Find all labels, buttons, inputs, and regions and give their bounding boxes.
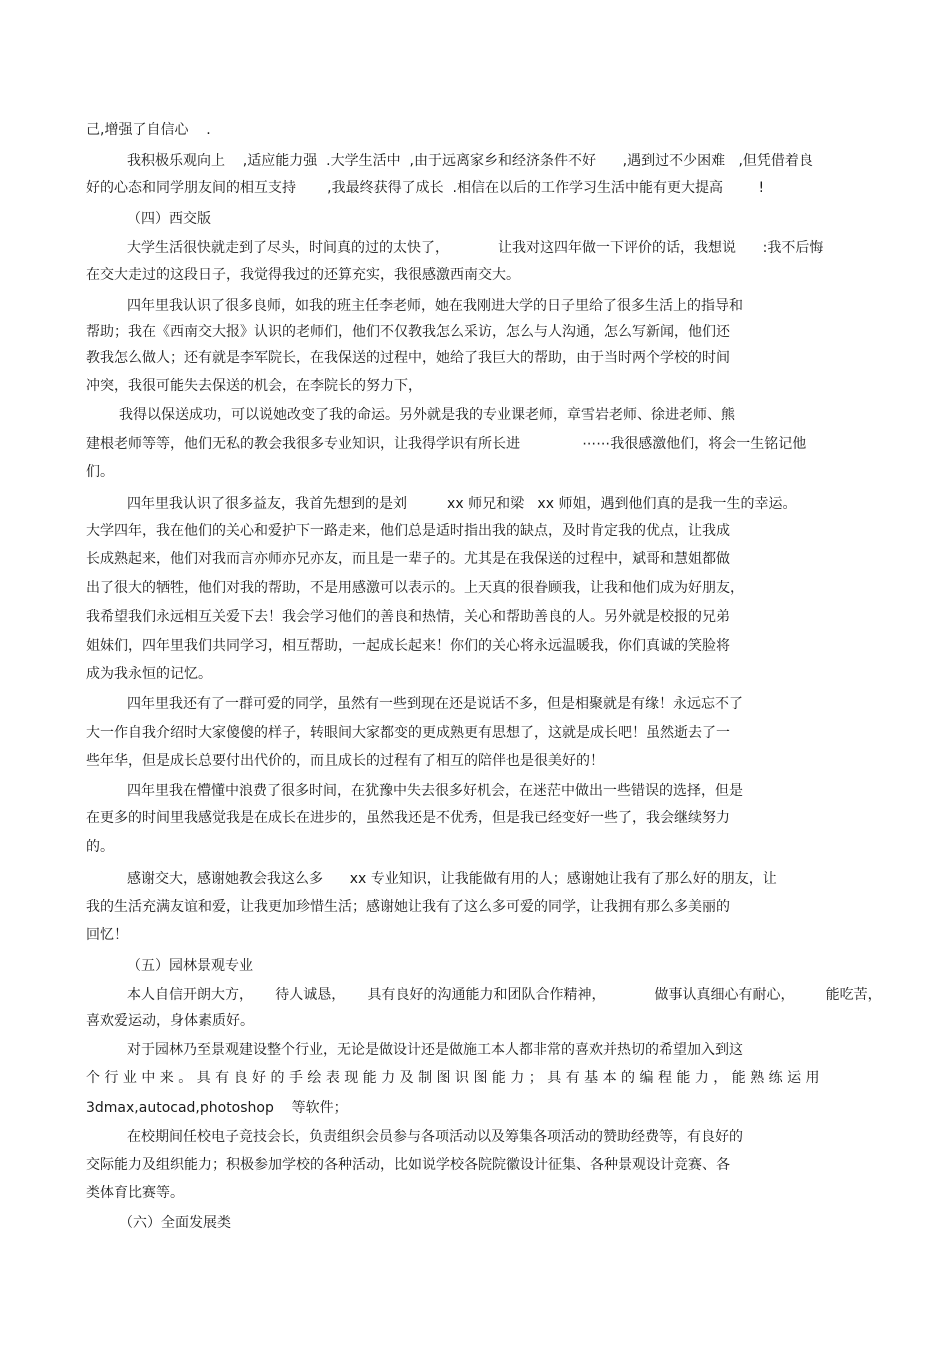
text-line: 我希望我们永远相互关爱下去！我会学习他们的善良和热情，关心和帮助善良的人。另外就是校报的兄弟 <box>86 609 730 625</box>
text-line: 在校期间任校电子竞技会长，负责组织会员参与各项活动以及筹集各项活动的赞助经费等，有良好的 <box>127 1129 743 1145</box>
section-heading: （六）全面发展类 <box>119 1215 231 1231</box>
text-line: 交际能力及组织能力；积极参加学校的各种活动，比如说学校各院院徽设计征集、各种景观设计竞赛、各 <box>86 1157 730 1173</box>
text-line: 感谢交大，感谢她教会我这么多 xx 专业知识，让我能做有用的人；感谢她让我有了那么好的朋友，让 <box>127 871 777 887</box>
text-line: 大学四年，我在他们的关心和爱护下一路走来，他们总是适时指出我的缺点，及时肯定我的优点，让我成 <box>86 523 730 539</box>
text-line: 在交大走过的这段日子，我觉得我过的还算充实，我很感激西南交大。 <box>86 267 520 283</box>
text-line: 我积极乐观向上 ,适应能力强 .大学生活中 ,由于远离家乡和经济条件不好 ,遇到过不少困难 ,但凭借着良 <box>127 153 813 169</box>
text-line: 本人自信开朗大方， 待人诚恳， 具有良好的沟通能力和团队合作精神， 做事认真细心有耐心， 能吃苦， <box>127 987 882 1003</box>
text-line: 的。 <box>86 839 114 855</box>
text-line: 大学生活很快就走到了尽头，时间真的过的太快了， 让我对这四年做一下评价的话，我想说 :我不后悔 <box>127 240 824 256</box>
text-line: 喜欢爱运动，身体素质好。 <box>86 1013 254 1029</box>
text-line: 对于园林乃至景观建设整个行业，无论是做设计还是做施工本人都非常的喜欢并热切的希望加入到这 <box>127 1042 743 1058</box>
text-line: 四年里我认识了很多益友，我首先想到的是刘 xx 师兄和梁 xx 师姐，遇到他们真的是我一生的幸运。 <box>127 496 797 512</box>
text-line: 姐妹们，四年里我们共同学习，相互帮助，一起成长起来！你们的关心将永远温暖我，你们真诚的笑脸将 <box>86 638 730 654</box>
text-line: 些年华，但是成长总要付出代价的，而且成长的过程有了相互的陪伴也是很美好的！ <box>86 753 604 769</box>
text-line: 类体育比赛等。 <box>86 1185 184 1201</box>
text-line: 回忆！ <box>86 927 128 943</box>
text-line: 大一作自我介绍时大家傻傻的样子，转眼间大家都变的更成熟更有思想了，这就是成长吧！虽然逝去了一 <box>86 725 730 741</box>
text-line: 冲突，我很可能失去保送的机会，在李院长的努力下， <box>86 378 422 394</box>
text-line: 我的生活充满友谊和爱，让我更加珍惜生活；感谢她让我有了这么多可爱的同学，让我拥有那么多美丽的 <box>86 899 730 915</box>
text-line: 我得以保送成功，可以说她改变了我的命运。另外就是我的专业课老师，章雪岩老师、徐进老师、熊 <box>119 407 735 423</box>
text-line: 长成熟起来，他们对我而言亦师亦兄亦友，而且是一辈子的。尤其是在我保送的过程中，斌哥和慧姐都做 <box>86 551 730 567</box>
text-line: 教我怎么做人；还有就是李军院长，在我保送的过程中，她给了我巨大的帮助，由于当时两个学校的时间 <box>86 350 730 366</box>
text-line: 建根老师等等，他们无私的教会我很多专业知识，让我得学识有所长进 ⋯⋯我很感激他们，将会一生铭记他 <box>86 436 807 452</box>
text-line: 们。 <box>86 464 114 480</box>
text-line: 在更多的时间里我感觉我是在成长在进步的，虽然我还是不优秀，但是我已经变好一些了，我会继续努力 <box>86 810 730 826</box>
text-line: 个 行 业 中 来 。 具 有 良 好 的 手 绘 表 现 能 力 及 制 图 识 图 能 力 ； 具 有 基 本 的 编 程 能 力 ， 能 熟 练 运 用 <box>86 1070 820 1086</box>
text-line: 四年里我在懵懂中浪费了很多时间，在犹豫中失去很多好机会，在迷茫中做出一些错误的选择，但是 <box>127 783 743 799</box>
text-line: 好的心态和同学朋友间的相互支持 ,我最终获得了成长 .相信在以后的工作学习生活中能有更大提高 ! <box>86 180 765 196</box>
text-line: 成为我永恒的记忆。 <box>86 666 212 682</box>
section-heading: （四）西交版 <box>127 211 211 227</box>
text-line: 3dmax,autocad,photoshop 等软件； <box>86 1100 348 1116</box>
text-line: 出了很大的牺牲，他们对我的帮助，不是用感激可以表示的。上天真的很眷顾我，让我和他们成为好朋友， <box>86 580 744 596</box>
text-line: 己,增强了自信心 . <box>86 122 211 138</box>
text-line: 四年里我认识了很多良师，如我的班主任李老师，她在我刚进大学的日子里给了很多生活上的指导和 <box>127 298 743 314</box>
text-line: 四年里我还有了一群可爱的同学，虽然有一些到现在还是说话不多，但是相聚就是有缘！永远忘不了 <box>127 696 743 712</box>
section-heading: （五）园林景观专业 <box>127 958 253 974</box>
text-line: 帮助；我在《西南交大报》认识的老师们，他们不仅教我怎么采访，怎么与人沟通，怎么写新闻，他们还 <box>86 324 730 340</box>
